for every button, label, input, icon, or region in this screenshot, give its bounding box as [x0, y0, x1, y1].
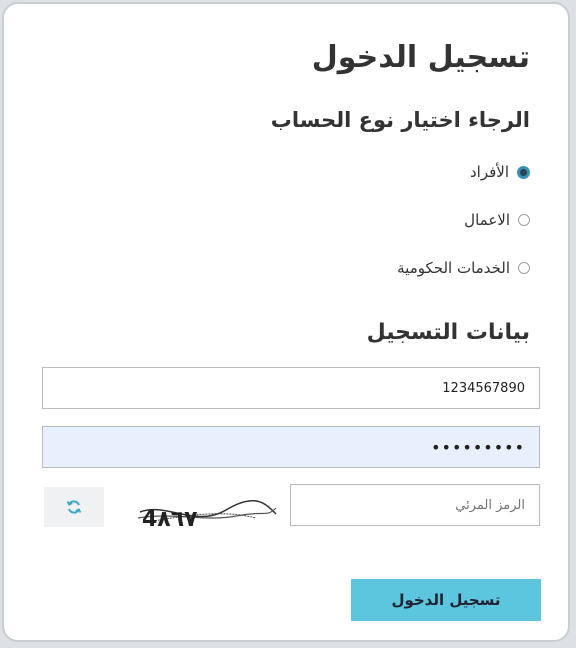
radio-button-government[interactable]: [518, 262, 530, 274]
radio-label-business: الاعمال: [464, 211, 510, 229]
account-type-heading: الرجاء اختيار نوع الحساب: [270, 108, 530, 132]
captcha-input[interactable]: [290, 484, 540, 526]
page-title: تسجيل الدخول: [311, 40, 530, 75]
username-input[interactable]: [42, 367, 540, 409]
captcha-text: 4٨٦٧: [142, 507, 198, 532]
password-input[interactable]: [42, 426, 540, 468]
login-button[interactable]: تسجيل الدخول: [351, 579, 541, 621]
radio-option-business[interactable]: [464, 209, 530, 231]
captcha-image: [136, 488, 278, 532]
credentials-heading: بيانات التسجيل: [366, 320, 530, 345]
radio-button-individuals[interactable]: [517, 166, 530, 179]
captcha-refresh-button[interactable]: [44, 487, 104, 527]
login-card: [2, 2, 570, 642]
radio-option-government[interactable]: [397, 257, 530, 279]
radio-label-individuals: الأفراد: [469, 163, 509, 181]
radio-label-government: الخدمات الحكومية: [397, 259, 510, 277]
radio-option-individuals[interactable]: [470, 161, 530, 183]
radio-button-business[interactable]: [518, 214, 530, 226]
refresh-icon: [66, 499, 82, 515]
